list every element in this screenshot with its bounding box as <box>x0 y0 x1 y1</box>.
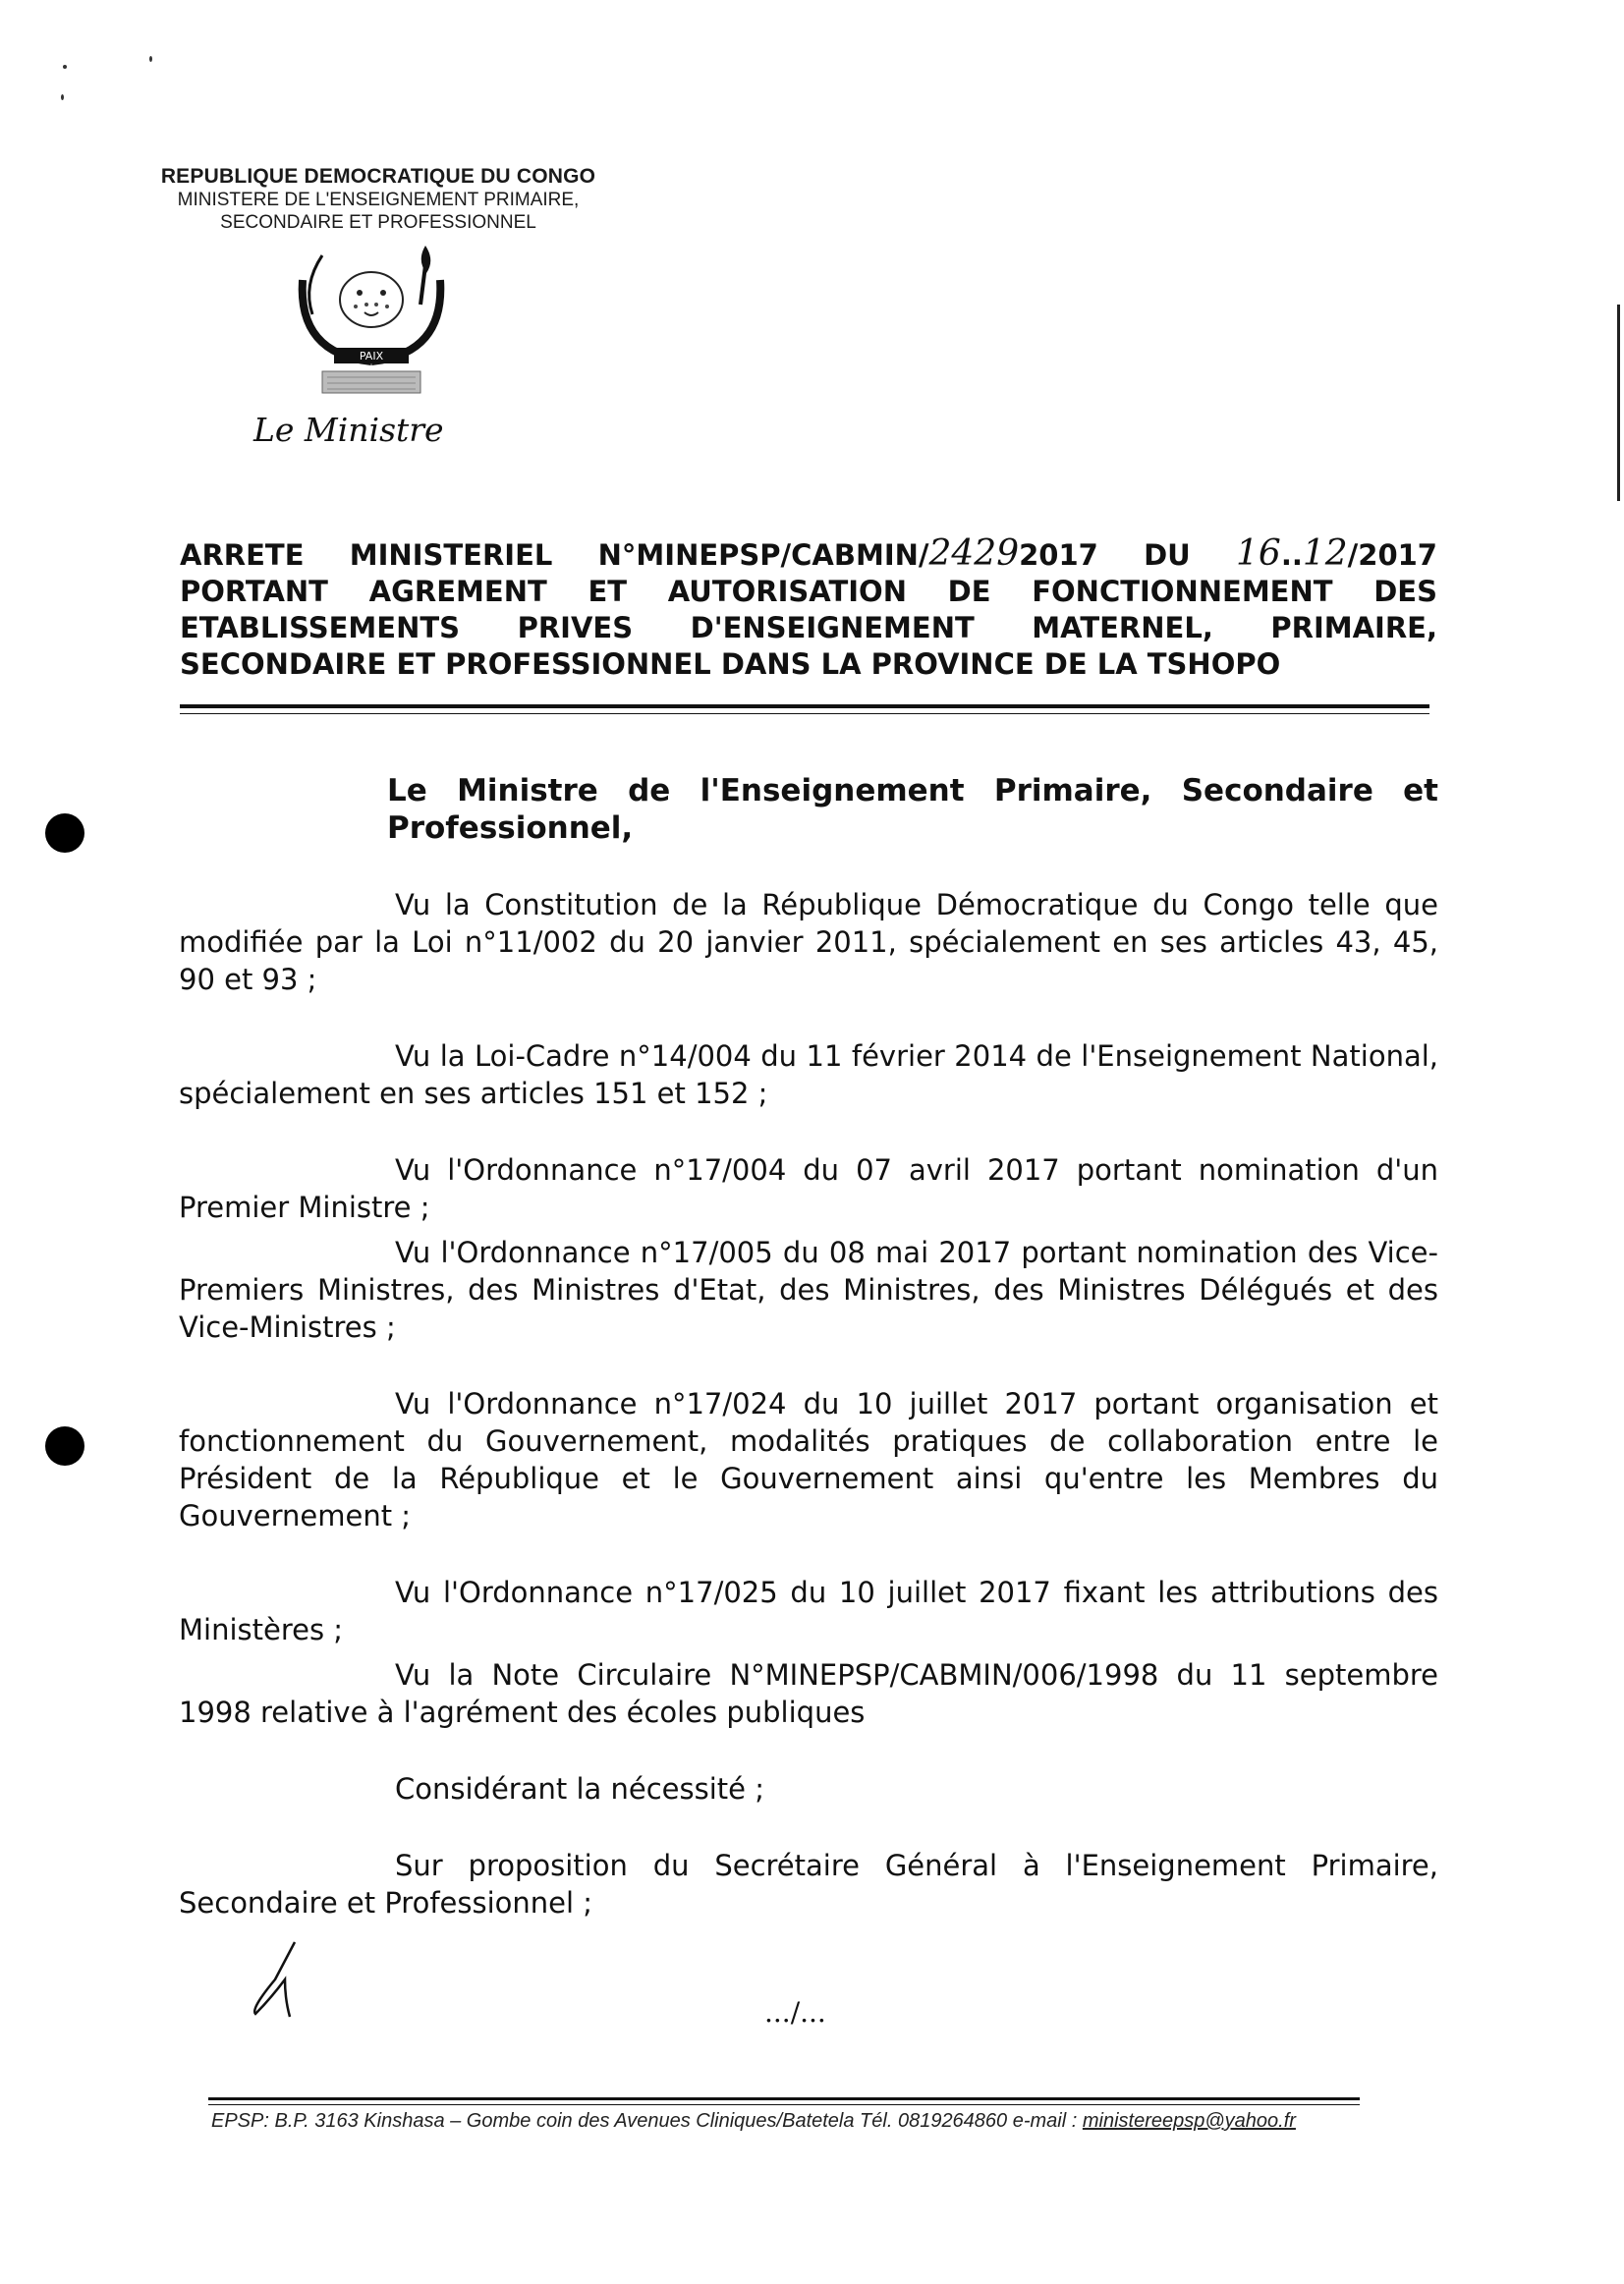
paragraph: Vu l'Ordonnance n°17/024 du 10 juillet 2017 portant organisation et fonctionnement du Gouvernement, modalités pratiques de collaboration entre le Président de la République et le Gouvernement ainsi qu'entre les Membres du Gouvernement ; <box>179 1387 1438 1532</box>
punch-hole <box>45 813 84 853</box>
emblem-motto: PAIX <box>359 350 384 362</box>
footer-divider-thin <box>208 2104 1360 2105</box>
title-line-3: ETABLISSEMENTS PRIVES D'ENSEIGNEMENT MATERNEL, PRIMAIRE, <box>180 611 1437 644</box>
initials-signature <box>246 1940 314 2019</box>
signatory-title: Le Ministre <box>253 411 444 449</box>
body-heading: Le Ministre de l'Enseignement Primaire, Secondaire et Professionnel, <box>387 773 1438 846</box>
paragraph: Considérant la nécessité ; <box>395 1772 764 1806</box>
handwritten-number: 2429 <box>928 533 1020 574</box>
paragraph: Vu la Note Circulaire N°MINEPSP/CABMIN/006/1998 du 11 septembre 1998 relative à l'agrément des écoles publiques <box>179 1658 1438 1729</box>
paragraph: Vu l'Ordonnance n°17/004 du 07 avril 2017 portant nomination d'un Premier Ministre ; <box>179 1153 1438 1224</box>
title-line-4: SECONDAIRE ET PROFESSIONNEL DANS LA PROVINCE DE LA TSHOPO <box>180 647 1281 681</box>
letterhead <box>88 165 668 234</box>
title-divider-thin <box>180 713 1429 714</box>
paragraph: Vu la Constitution de la République Démocratique du Congo telle que modifiée par la Loi n°11/002 du 20 janvier 2011, spécialement en ses articles 43, 45, 90 et 93 ; <box>179 888 1438 996</box>
country-name: REPUBLIQUE DEMOCRATIQUE DU CONGO <box>160 165 596 188</box>
footer-text: EPSP: B.P. 3163 Kinshasa – Gombe coin des Avenues Cliniques/Batetela Tél. 0819264860 e-mail : <box>211 2110 1083 2132</box>
paragraph: Vu la Loi-Cadre n°14/004 du 11 février 2014 de l'Enseignement National, spécialement en ses articles 151 et 152 ; <box>179 1039 1438 1110</box>
ministry-line-2: SECONDAIRE ET PROFESSIONNEL <box>220 212 536 233</box>
paragraph: Sur proposition du Secrétaire Général à l'Enseignement Primaire, Secondaire et Professionnel ; <box>179 1849 1438 1920</box>
handwritten-month: 12 <box>1302 533 1348 574</box>
ministry-line-1: MINISTERE DE L'ENSEIGNEMENT PRIMAIRE, <box>177 190 580 210</box>
scan-speck <box>61 94 64 100</box>
decree-body <box>179 772 1438 1922</box>
title-line-1: ARRETE MINISTERIEL N°MINEPSP/CABMIN/24292017 DU 16..12/2017 <box>180 533 1437 574</box>
paragraph: Vu l'Ordonnance n°17/005 du 08 mai 2017 portant nomination des Vice-Premiers Ministres, des Ministres d'Etat, des Ministres, des Ministres Délégués et des Vice-Ministres ; <box>179 1236 1438 1344</box>
coat-of-arms-icon <box>273 246 470 403</box>
scan-speck <box>149 56 152 62</box>
footer-email-link[interactable]: ministereepsp@yahoo.fr <box>1082 2110 1296 2132</box>
scan-edge-bar <box>1617 305 1620 501</box>
footer-divider <box>208 2097 1360 2100</box>
title-line-2: PORTANT AGREMENT ET AUTORISATION DE FONCTIONNEMENT DES <box>180 575 1437 608</box>
continuation-mark: .../... <box>764 1996 826 2029</box>
paragraph: Vu l'Ordonnance n°17/025 du 10 juillet 2017 fixant les attributions des Ministères ; <box>179 1576 1438 1646</box>
footer-address <box>211 2110 1371 2133</box>
title-divider <box>180 704 1429 708</box>
scan-speck <box>63 65 67 69</box>
handwritten-day: 16 <box>1236 533 1281 574</box>
decree-title <box>180 535 1437 683</box>
punch-hole <box>45 1426 84 1466</box>
